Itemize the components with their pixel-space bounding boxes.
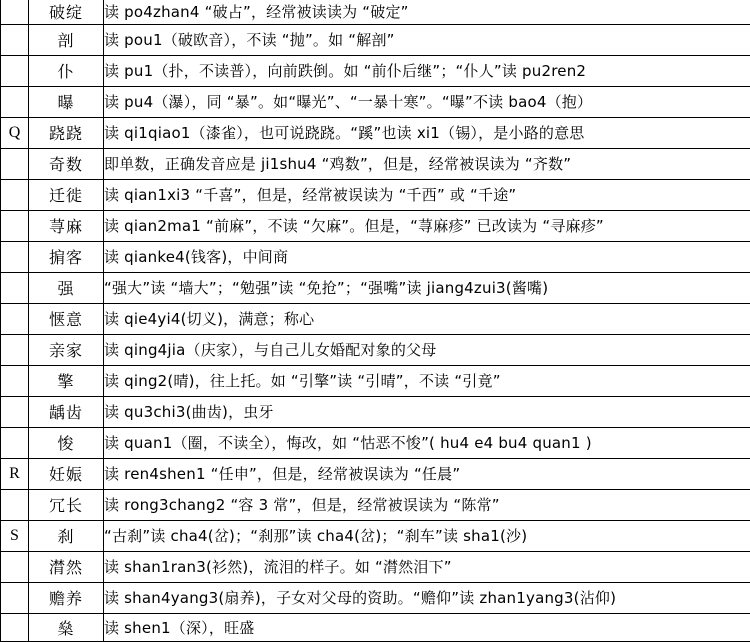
description-cell: “古刹”读 cha4(岔)；“刹那”读 cha4(岔)；“刹车”读 sha1(沙) [104, 520, 750, 551]
letter-cell [1, 365, 29, 396]
table-row [1, 86, 750, 117]
letter-cell [1, 334, 29, 365]
letter-cell [1, 613, 29, 641]
letter-cell [1, 148, 29, 179]
description-cell: 读 qian1xi3 “千喜”，但是，经常被误读为 “千西” 或 “千途” [104, 179, 750, 210]
description-cell: 读 qianke4(钱客)，中间商 [104, 241, 750, 272]
letter-cell [1, 303, 29, 334]
word-cell: 强 [29, 272, 104, 303]
word-cell: 燊 [29, 613, 104, 641]
description-cell: 读 pu1（扑，不读普），向前跌倒。如 “前仆后继”；“仆人”读 pu2ren2 [104, 55, 750, 86]
letter-cell [1, 396, 29, 427]
word-cell: 曝 [29, 86, 104, 117]
description-cell: 读 rong3chang2 “容 3 常”，但是，经常被误读为 “陈常” [104, 489, 750, 520]
word-cell: 潸然 [29, 551, 104, 582]
word-cell: 龋齿 [29, 396, 104, 427]
table-row [1, 613, 750, 641]
word-cell: 赡养 [29, 582, 104, 613]
word-cell: 惬意 [29, 303, 104, 334]
description-cell: 读 qu3chi3(曲齿)，虫牙 [104, 396, 750, 427]
word-cell: 亲家 [29, 334, 104, 365]
word-cell: 冗长 [29, 489, 104, 520]
table-row [1, 365, 750, 396]
letter-cell [1, 55, 29, 86]
table-row [1, 334, 750, 365]
description-cell: 读 po4zhan4 “破占”，经常被读读为 “破定” [104, 0, 750, 24]
word-cell: 掮客 [29, 241, 104, 272]
table-row [1, 148, 750, 179]
table-row [1, 427, 750, 458]
description-cell: 读 qing2(晴)，往上托。如 “引擎”读 “引晴”，不读 “引竟” [104, 365, 750, 396]
description-cell: 读 qi1qiao1（漆雀），也可说跷跷。“蹊”也读 xi1（锡），是小路的意思 [104, 117, 750, 148]
table-row [1, 0, 750, 24]
description-cell: 读 shan1ran3(衫然)，流泪的样子。如 “潸然泪下” [104, 551, 750, 582]
letter-cell [1, 0, 29, 24]
table-row [1, 24, 750, 55]
word-cell: 跷跷 [29, 117, 104, 148]
table-row [1, 551, 750, 582]
description-cell: “强大”读 “墙大”；“勉强”读 “免抢”；“强嘴”读 jiang4zui3(酱嘴) [104, 272, 750, 303]
table-row [1, 272, 750, 303]
table-row [1, 55, 750, 86]
word-cell: 剖 [29, 24, 104, 55]
letter-cell [1, 551, 29, 582]
table-body [1, 0, 750, 641]
word-cell: 悛 [29, 427, 104, 458]
letter-cell: R [1, 458, 29, 489]
description-cell: 读 pu4（瀑），同 “暴”。如“曝光”、“一暴十寒”。“曝”不读 bao4（抱） [104, 86, 750, 117]
word-cell: 仆 [29, 55, 104, 86]
description-cell: 读 ren4shen1 “任申”，但是，经常被误读为 “任晨” [104, 458, 750, 489]
description-cell: 读 pou1（破欧音），不读 “抛”。如 “解剖” [104, 24, 750, 55]
letter-cell [1, 24, 29, 55]
table-row [1, 303, 750, 334]
description-cell: 即单数，正确发音应是 ji1shu4 “鸡数”，但是，经常被误读为 “齐数” [104, 148, 750, 179]
word-cell: 擎 [29, 365, 104, 396]
letter-cell: S [1, 520, 29, 551]
table-row [1, 489, 750, 520]
word-cell: 刹 [29, 520, 104, 551]
word-cell: 荨麻 [29, 210, 104, 241]
description-cell: 读 qing4jia（庆家），与自己儿女婚配对象的父母 [104, 334, 750, 365]
description-cell: 读 qian2ma1 “前麻”，不读 “欠麻”。但是，“荨麻疹” 已改读为 “寻麻疹” [104, 210, 750, 241]
word-cell: 奇数 [29, 148, 104, 179]
letter-cell [1, 179, 29, 210]
letter-cell [1, 489, 29, 520]
description-cell: 读 shan4yang3(扇养)，子女对父母的资助。“赡仰”读 zhan1yang3(沾仰) [104, 582, 750, 613]
letter-cell [1, 86, 29, 117]
letter-cell [1, 272, 29, 303]
table-row [1, 179, 750, 210]
letter-cell [1, 210, 29, 241]
letter-cell [1, 582, 29, 613]
table-row [1, 396, 750, 427]
word-cell: 妊娠 [29, 458, 104, 489]
word-cell: 迁徙 [29, 179, 104, 210]
table-row [1, 458, 750, 489]
table-row [1, 241, 750, 272]
letter-cell: Q [1, 117, 29, 148]
table-row [1, 582, 750, 613]
letter-cell [1, 241, 29, 272]
table-row [1, 117, 750, 148]
description-cell: 读 shen1（深），旺盛 [104, 613, 750, 641]
word-cell: 破绽 [29, 0, 104, 24]
description-cell: 读 quan1（圈，不读全），悔改，如 “怙恶不悛”( hu4 e4 bu4 quan1 ) [104, 427, 750, 458]
table-row [1, 520, 750, 551]
description-cell: 读 qie4yi4(切义)，满意；称心 [104, 303, 750, 334]
table-row [1, 210, 750, 241]
letter-cell [1, 427, 29, 458]
